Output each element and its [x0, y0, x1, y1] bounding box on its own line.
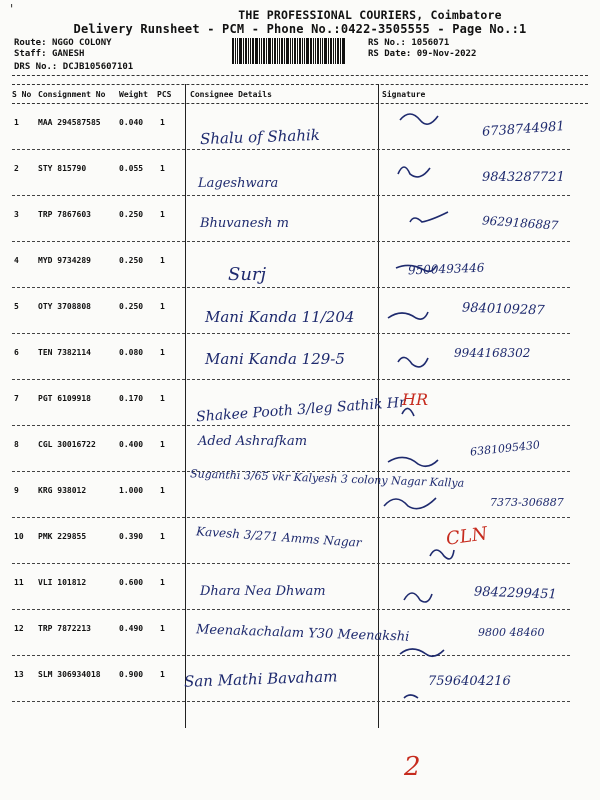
drs-line — [14, 62, 133, 72]
rs-date-label: RS Date: — [368, 49, 412, 59]
col-consignee: Consignee Details — [190, 90, 272, 99]
row-sno: 11 — [14, 578, 24, 587]
row-pcs: 1 — [160, 486, 165, 495]
row-pcs: 1 — [160, 256, 165, 265]
handwritten-phone: 7373-306887 — [490, 496, 564, 509]
runsheet-title: Delivery Runsheet - PCM - Phone No.:0422-3505555 - Page No.:1 — [73, 22, 527, 36]
row-consignment-no: STY 815790 — [38, 164, 87, 173]
rs-date-line — [368, 49, 476, 59]
row-weight: 0.900 — [119, 670, 144, 679]
drs-value: DCJB105607101 — [62, 62, 134, 72]
col-sno: S No — [12, 90, 32, 99]
handwritten-phone: 6381095430 — [469, 438, 541, 459]
row-consignment-no: VLI 101812 — [38, 578, 87, 587]
table-top-divider — [12, 84, 588, 85]
handwritten-consignee: Mani Kanda 11/204 — [205, 308, 355, 326]
row-pcs: 1 — [160, 348, 165, 357]
rs-no-line — [368, 38, 449, 48]
handwritten-phone: 6738744981 — [481, 119, 566, 140]
row-pcs: 1 — [160, 394, 165, 403]
route-value: NGGO COLONY — [51, 38, 112, 48]
col-weight: Weight — [119, 90, 148, 99]
handwritten-phone: CLN — [444, 523, 489, 550]
row-consignment-no: KRG 938012 — [38, 486, 87, 495]
row-consignment-no: TRP 7872213 — [38, 624, 91, 633]
row-consignment-no: TRP 7867603 — [38, 210, 91, 219]
row-consignment-no: PMK 229855 — [38, 532, 87, 541]
row-sno: 7 — [14, 394, 19, 403]
table-row — [0, 610, 600, 656]
corner-mark: ' — [8, 2, 16, 16]
row-pcs: 1 — [160, 670, 165, 679]
row-pcs: 1 — [160, 578, 165, 587]
page-mark: 2 — [404, 752, 421, 782]
handwritten-phone: 9629186887 — [481, 213, 559, 233]
row-sno: 13 — [14, 670, 24, 679]
route-line — [14, 38, 112, 48]
row-consignment-no: MAA 294587585 — [38, 118, 101, 127]
row-weight: 0.250 — [119, 210, 144, 219]
handwritten-consignee: San Mathi Bavaham — [183, 667, 338, 691]
table-row — [0, 104, 600, 150]
row-sno: 6 — [14, 348, 19, 357]
row-sno: 2 — [14, 164, 19, 173]
handwritten-consignee: Surj — [228, 264, 267, 285]
row-consignment-no: PGT 6109918 — [38, 394, 91, 403]
table-row — [0, 334, 600, 380]
row-pcs: 1 — [160, 118, 165, 127]
table-row — [0, 656, 600, 702]
row-pcs: 1 — [160, 624, 165, 633]
handwritten-phone: 9500493446 — [407, 260, 485, 278]
row-weight: 0.390 — [119, 532, 144, 541]
handwritten-phone: 9842299451 — [473, 584, 557, 603]
rs-no-value: 1056071 — [411, 38, 450, 48]
table-row — [0, 518, 600, 564]
table-row — [0, 288, 600, 334]
table-row — [0, 196, 600, 242]
handwritten-consignee: Bhuvanesh m — [200, 216, 289, 231]
handwritten-phone: 7596404216 — [428, 674, 511, 689]
row-weight: 1.000 — [119, 486, 144, 495]
row-weight: 0.400 — [119, 440, 144, 449]
staff-line — [14, 49, 84, 59]
handwritten-phone: 9843287721 — [482, 170, 565, 185]
handwritten-phone: 9840109287 — [461, 300, 545, 319]
barcode-image — [232, 38, 358, 64]
row-consignment-no: OTY 3708808 — [38, 302, 91, 311]
handwritten-consignee: Kavesh 3/271 Amms Nagar — [195, 524, 363, 550]
row-sno: 1 — [14, 118, 19, 127]
handwritten-phone: 9800 48460 — [478, 626, 545, 639]
staff-value: GANESH — [51, 49, 85, 59]
table-row — [0, 150, 600, 196]
row-weight: 0.250 — [119, 302, 144, 311]
row-pcs: 1 — [160, 532, 165, 541]
header-divider — [12, 75, 588, 76]
rs-no-label: RS No.: — [368, 38, 406, 48]
drs-label: DRS No.: — [14, 62, 58, 72]
row-sno: 9 — [14, 486, 19, 495]
row-weight: 0.490 — [119, 624, 144, 633]
row-sno: 5 — [14, 302, 19, 311]
col-consignment: Consignment No — [38, 90, 106, 99]
row-sno: 4 — [14, 256, 19, 265]
handwritten-consignee: Aded Ashrafkam — [198, 434, 308, 449]
table-row — [0, 380, 600, 426]
handwritten-consignee: Shalu of Shahik — [199, 125, 321, 149]
row-weight: 0.055 — [119, 164, 144, 173]
row-consignment-no: MYD 9734289 — [38, 256, 91, 265]
col-pcs: PCS — [157, 90, 172, 99]
row-pcs: 1 — [160, 302, 165, 311]
table-row — [0, 467, 600, 518]
row-pcs: 1 — [160, 164, 165, 173]
staff-label: Staff: — [14, 49, 47, 59]
row-consignment-no: TEN 7382114 — [38, 348, 91, 357]
table-row — [0, 564, 600, 610]
route-label: Route: — [14, 38, 47, 48]
row-weight: 0.040 — [119, 118, 144, 127]
row-weight: 0.170 — [119, 394, 144, 403]
row-divider — [12, 701, 570, 702]
handwritten-consignee: Dhara Nea Dhwam — [200, 584, 326, 599]
row-weight: 0.600 — [119, 578, 144, 587]
handwritten-consignee: Meenakachalam Y30 Meenakshi — [195, 622, 410, 645]
row-sno: 10 — [14, 532, 24, 541]
row-pcs: 1 — [160, 210, 165, 219]
row-consignment-no: CGL 30016722 — [38, 440, 96, 449]
row-pcs: 1 — [160, 440, 165, 449]
table-row — [0, 426, 600, 472]
row-sno: 3 — [14, 210, 19, 219]
row-weight: 0.250 — [119, 256, 144, 265]
row-consignment-no: SLM 306934018 — [38, 670, 101, 679]
handwritten-consignee: Shakee Pooth 3/leg Sathik Hr — [195, 394, 407, 426]
row-weight: 0.080 — [119, 348, 144, 357]
rs-date-value: 09-Nov-2022 — [416, 49, 477, 59]
row-sno: 12 — [14, 624, 24, 633]
handwritten-consignee: Lageshwara — [198, 176, 279, 191]
handwritten-consignee: Mani Kanda 129-5 — [205, 350, 345, 368]
handwritten-phone: 9944168302 — [454, 346, 531, 360]
row-sno: 8 — [14, 440, 19, 449]
company-title: THE PROFESSIONAL COURIERS, Coimbatore — [238, 8, 502, 22]
handwritten-phone: HR — [402, 390, 428, 409]
col-signature: Signature — [382, 90, 426, 99]
table-row — [0, 242, 600, 288]
handwritten-consignee: Suganthi 3/65 vkr Kalyesh 3 colony Nagar Kallya — [189, 467, 465, 490]
